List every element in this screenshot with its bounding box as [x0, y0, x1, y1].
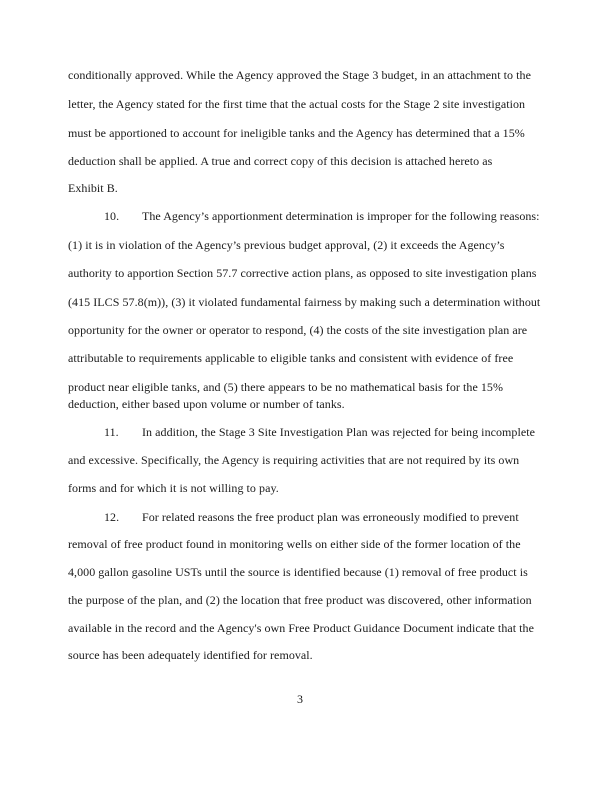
- body-text-line: opportunity for the owner or operator to respond, (4) the costs of the site investigation plan are: [68, 323, 528, 337]
- body-text-line: forms and for which it is not willing to pay.: [68, 481, 279, 495]
- body-text-line: product near eligible tanks, and (5) there appears to be no mathematical basis for the 15%: [68, 380, 504, 394]
- body-text-line: In addition, the Stage 3 Site Investigation Plan was rejected for being incomplete: [142, 425, 535, 439]
- body-text-line: and excessive. Specifically, the Agency is requiring activities that are not required by its own: [68, 453, 520, 467]
- body-text-line: conditionally approved. While the Agency approved the Stage 3 budget, in an attachment to the: [68, 68, 531, 82]
- body-text-line: (415 ILCS 57.8(m)), (3) it violated fundamental fairness by making such a determination without: [68, 295, 541, 309]
- body-text-line: deduction shall be applied. A true and correct copy of this decision is attached hereto as: [68, 154, 493, 168]
- paragraph-number: 10.: [104, 209, 120, 223]
- paragraph-11-first-line: [104, 425, 535, 439]
- page-number: 3: [297, 692, 303, 706]
- body-text-line: The Agency’s apportionment determination is improper for the following reasons:: [142, 209, 540, 223]
- body-text-line: source has been adequately identified for removal.: [68, 648, 313, 662]
- body-text-line: letter, the Agency stated for the first time that the actual costs for the Stage 2 site investigation: [68, 97, 526, 111]
- body-text-line: For related reasons the free product plan was erroneously modified to prevent: [142, 510, 519, 524]
- paragraph-10-first-line: [104, 209, 540, 223]
- paragraph-number: 12.: [104, 510, 120, 524]
- body-text-line: deduction, either based upon volume or number of tanks.: [68, 397, 345, 411]
- body-text-line: (1) it is in violation of the Agency’s previous budget approval, (2) it exceeds the Agency’s: [68, 238, 505, 252]
- body-text-line: attributable to requirements applicable to eligible tanks and consistent with evidence of free: [68, 351, 514, 365]
- body-text-line: the purpose of the plan, and (2) the location that free product was discovered, other information: [68, 593, 532, 607]
- body-text-line: 4,000 gallon gasoline USTs until the source is identified because (1) removal of free product is: [68, 565, 528, 579]
- paragraph-12-first-line: [104, 510, 519, 524]
- body-text-line: authority to apportion Section 57.7 corrective action plans, as opposed to site investigation plans: [68, 266, 537, 280]
- paragraph-number: 11.: [104, 425, 119, 439]
- body-text-line: available in the record and the Agency's own Free Product Guidance Document indicate that the: [68, 621, 534, 635]
- body-text-line: Exhibit B.: [68, 181, 118, 195]
- body-text-line: must be apportioned to account for ineligible tanks and the Agency has determined that a 15%: [68, 126, 525, 140]
- body-text-line: removal of free product found in monitoring wells on either side of the former location of the: [68, 537, 521, 551]
